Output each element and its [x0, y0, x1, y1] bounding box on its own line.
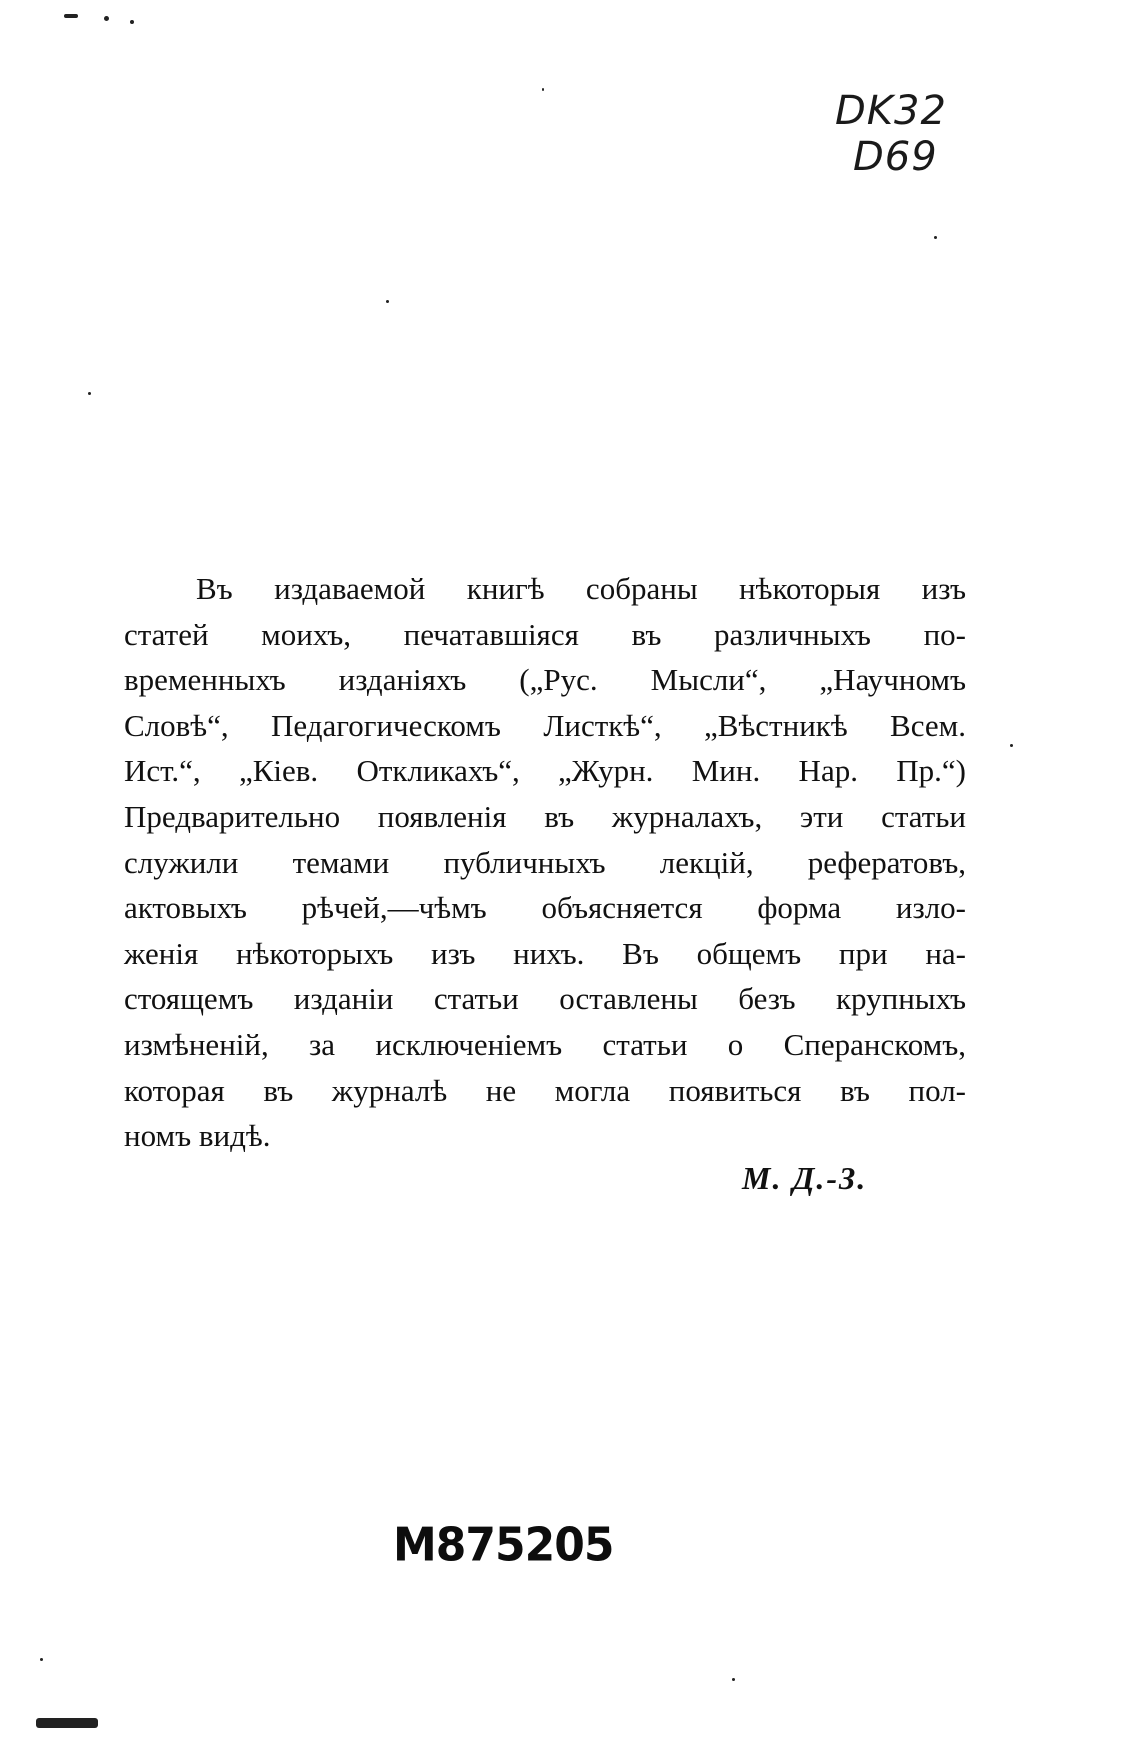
author-signature: М. Д.-З.	[742, 1160, 868, 1196]
preface-line: стоящемъ изданіи статьи оставлены безъ крупныхъ	[124, 981, 966, 1017]
preface-line: временныхъ изданіяхъ („Рус. Мысли“, „Научномъ	[124, 662, 966, 698]
handwritten-call-number	[835, 88, 1035, 180]
scan-speck	[386, 300, 389, 303]
preface-line: женія нѣкоторыхъ изъ нихъ. Въ общемъ при на-	[124, 935, 966, 971]
preface-line: Ист.“, „Кіев. Откликахъ“, „Журн. Мин. Нар. Пр.“)	[124, 753, 966, 789]
preface-paragraph	[124, 566, 966, 1159]
preface-line: измѣненій, за исключеніемъ статьи о Сперанскомъ,	[124, 1026, 966, 1062]
preface-line: которая въ журналѣ не могла появиться въ пол-	[124, 1072, 966, 1108]
scan-speck	[64, 14, 78, 18]
preface-line: Въ издаваемой книгѣ собраны нѣкоторыя изъ	[196, 571, 966, 606]
preface-line: статей моихъ, печатавшіяся въ различныхъ по-	[124, 616, 966, 652]
preface-line: актовыхъ рѣчей,—чѣмъ объясняется форма изло-	[124, 890, 966, 926]
scan-speck	[40, 1658, 43, 1661]
call-number-line-1: DK32	[835, 88, 947, 134]
scan-speck	[732, 1678, 735, 1681]
preface-line: Предварительно появленія въ журналахъ, эти статьи	[124, 798, 966, 834]
preface-line: номъ видѣ.	[124, 1118, 271, 1154]
scan-speck	[130, 20, 134, 24]
scan-speck	[36, 1718, 98, 1728]
scan-speck	[88, 392, 91, 395]
scan-speck	[934, 236, 937, 239]
call-number-line-2: D69	[853, 134, 938, 180]
preface-line: Словѣ“, Педагогическомъ Листкѣ“, „Вѣстникѣ Всем.	[124, 707, 966, 743]
library-stamp-number: M875205	[393, 1518, 614, 1573]
preface-line: служили темами публичныхъ лекцій, рефератовъ,	[124, 844, 966, 880]
scan-speck	[104, 16, 109, 21]
scan-speck	[1010, 744, 1013, 747]
scan-speck	[542, 88, 544, 91]
